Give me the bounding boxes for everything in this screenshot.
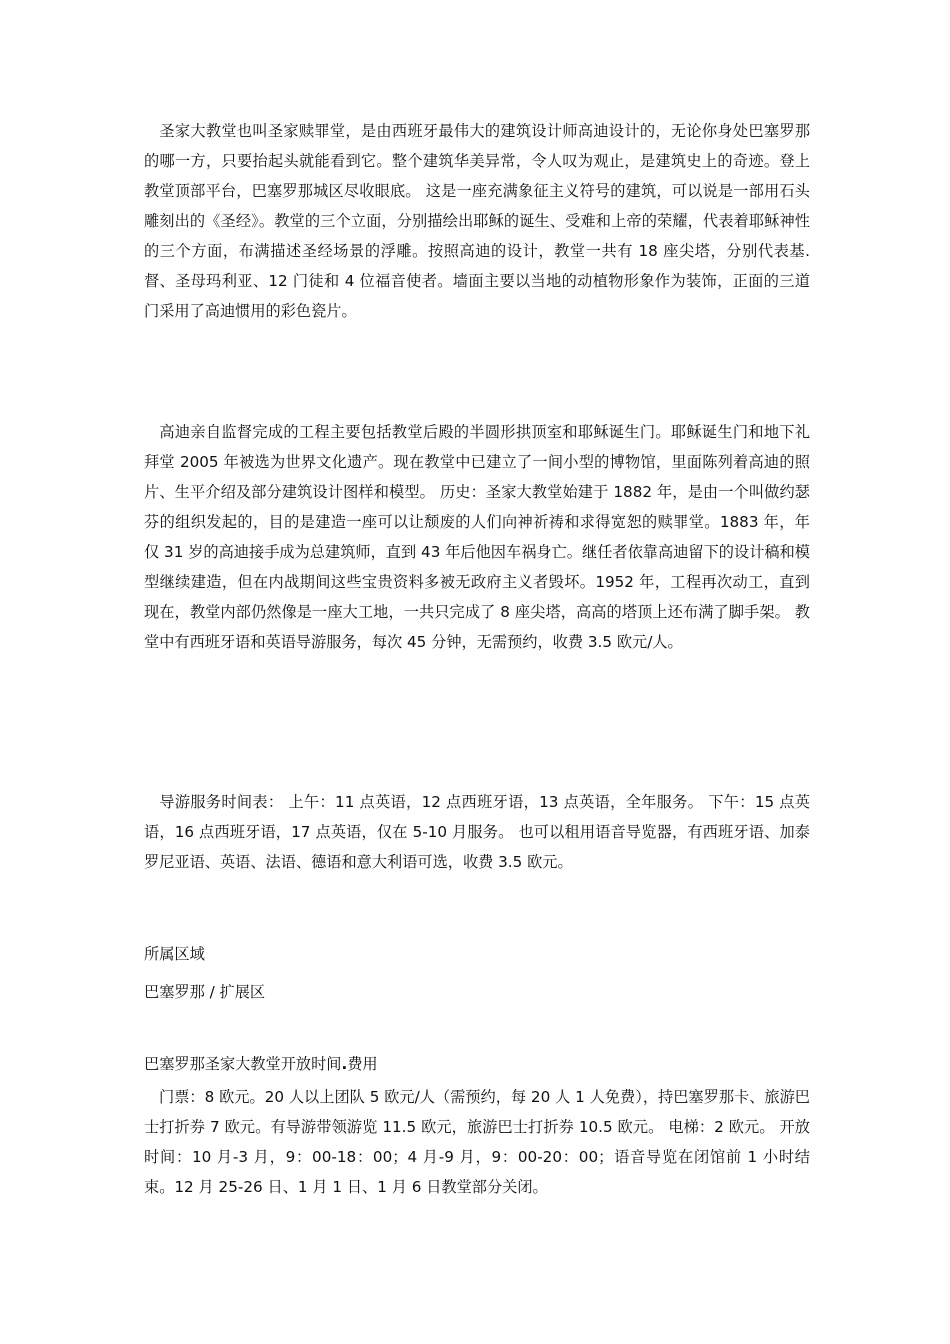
guide-schedule-text: 导游服务时间表： 上午：11 点英语，12 点西班牙语，13 点英语，全年服务。 下午：15 点英语，16 点西班牙语，17 点英语，仅在 5-10 月服务。 也可以租用语音导览器，有西班牙语、加泰罗尼亚语、英语、法语、德语和意大利语可选，收费 3.5 欧元。 xyxy=(144,793,810,871)
guide-schedule-paragraph xyxy=(144,787,810,877)
history-paragraph xyxy=(144,417,810,657)
hours-title-end: 费用 xyxy=(347,1055,378,1073)
hours-title xyxy=(144,1049,810,1079)
intro-paragraph-text: 圣家大教堂也叫圣家赎罪堂，是由西班牙最伟大的建筑设计师高迪设计的，无论你身处巴塞罗那的哪一方，只要抬起头就能看到它。整个建筑华美异常，令人叹为观止，是建筑史上的奇迹。登上教堂顶部平台，巴塞罗那城区尽收眼底。 这是一座充满象征主义符号的建筑，可以说是一部用石头雕刻出的《圣经》。教堂的三个立面，分别描绘出耶稣的诞生、受难和上帝的荣耀，代表着耶稣神性的三个方面，布满描述圣经场景的浮雕。按照高迪的设计，教堂一共有 18 座尖塔，分别代表基.督、圣母玛利亚、12 门徒和 4 位福音使者。墙面主要以当地的动植物形象作为装饰，正面的三道门采用了高迪惯用的彩色瓷片。 xyxy=(144,122,810,320)
hours-paragraph xyxy=(144,1082,810,1202)
intro-paragraph xyxy=(144,116,810,326)
hours-title-main: 巴塞罗那圣家大教堂开放时间 xyxy=(144,1055,342,1073)
region-label: 所属区域 xyxy=(144,945,205,963)
hours-paragraph-text: 门票：8 欧元。20 人以上团队 5 欧元/人（需预约，每 20 人 1 人免费），持巴塞罗那卡、旅游巴士打折券 7 欧元。有导游带领游览 11.5 欧元，旅游巴士打折券 10.5 欧元。 电梯：2 欧元。 开放时间：10 月-3 月，9：00-18：00；4 月-9 月，9：00-20：00；语音导览在闭馆前 1 小时结束。12 月 25-26 日、1 月 1 日、1 月 6 日教堂部分关闭。 xyxy=(144,1088,810,1196)
hours-title-dot: . xyxy=(341,1055,348,1073)
history-paragraph-text: 高迪亲自监督完成的工程主要包括教堂后殿的半圆形拱顶室和耶稣诞生门。耶稣诞生门和地下礼拜堂 2005 年被选为世界文化遗产。现在教堂中已建立了一间小型的博物馆，里面陈列着高迪的照片、生平介绍及部分建筑设计图样和模型。 历史：圣家大教堂始建于 1882 年，是由一个叫做约瑟芬的组织发起的，目的是建造一座可以让颓废的人们向神祈祷和求得宽恕的赎罪堂。1883 年，年仅 31 岁的高迪接手成为总建筑师，直到 43 年后他因车祸身亡。继任者依靠高迪留下的设计稿和模型继续建造，但在内战期间这些宝贵资料多被无政府主义者毁坏。1952 年，工程再次动工，直到现在，教堂内部仍然像是一座大工地，一共只完成了 8 座尖塔，高高的塔顶上还布满了脚手架。 教堂中有西班牙语和英语导游服务，每次 45 分钟，无需预约，收费 3.5 欧元/人。 xyxy=(144,423,810,651)
region-value: 巴塞罗那 / 扩展区 xyxy=(144,983,266,1001)
